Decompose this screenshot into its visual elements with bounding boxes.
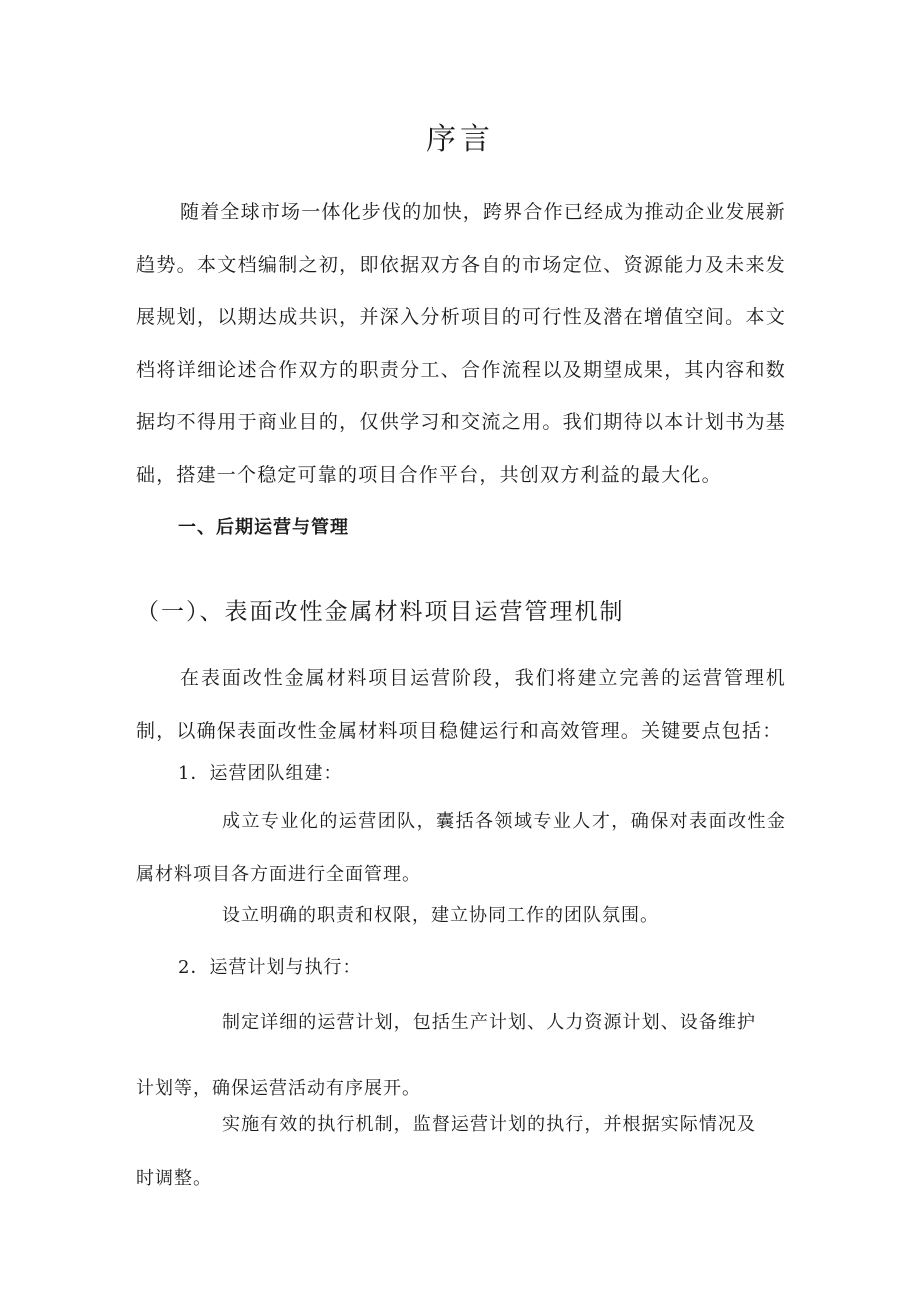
section-heading: 一、后期运营与管理: [178, 517, 349, 538]
list-item-point: 设立明确的职责和权限，建立协同工作的团队氛围。: [222, 905, 659, 926]
preface-paragraph: 随着全球市场一体化步伐的加快，跨界合作已经成为推动企业发展新趋势。本文档编制之初，即依据双方各自的市场定位、资源能力及未来发展规划，以期达成共识，并深入分析项目的可行性及潜在增值空间。本文档将详细论述合作双方的职责分工、合作流程以及期望成果，其内容和数据均不得用于商业目的，仅供学习和交流之用。我们期待以本计划书为基础，搭建一个稳定可靠的项目合作平台，共创双方利益的最大化。: [136, 201, 787, 486]
list-item-point: 制定详细的运营计划，包括生产计划、人力资源计划、设备维护计划等，确保运营活动有序展开。: [136, 1012, 756, 1099]
intro-paragraph: 在表面改性金属材料项目运营阶段，我们将建立完善的运营管理机制，以确保表面改性金属材料项目稳健运行和高效管理。关键要点包括：: [136, 667, 786, 742]
list-item-point: 成立专业化的运营团队，囊括各领域专业人才，确保对表面改性金属材料项目各方面进行全面管理。: [136, 811, 786, 885]
list-item-label: 1．运营团队组建：: [178, 763, 343, 784]
page-title: 序言: [426, 122, 494, 157]
subsection-heading: （一）、表面改性金属材料项目运营管理机制: [136, 599, 625, 625]
list-item-point: 实施有效的执行机制，监督运营计划的执行，并根据实际情况及时调整。: [136, 1114, 756, 1189]
list-item-label: 2．运营计划与执行：: [178, 957, 362, 978]
